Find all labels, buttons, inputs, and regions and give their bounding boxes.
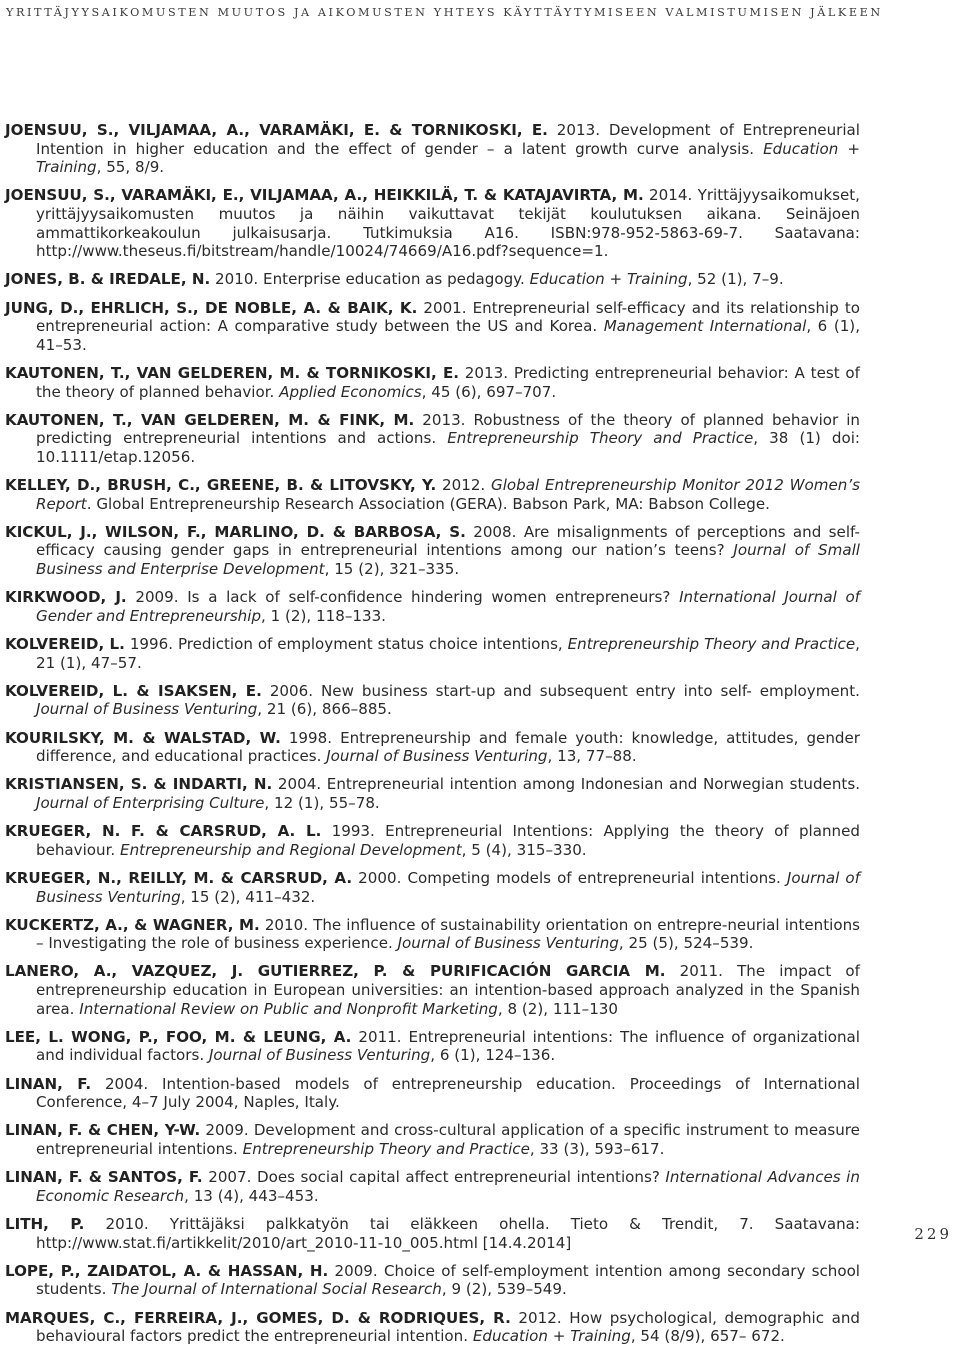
reference-entry [5,364,860,401]
reference-source: Journal of Business Venturing [36,700,258,719]
reference-title: Is a lack of self-confidence hindering women entrepreneurs? [187,588,671,607]
reference-title: Robustness of the theory of planned behavior in predicting entrepreneurial intentions and actions. [36,410,860,448]
reference-source: Journal of Enterprising Culture [36,793,265,812]
reference-year: 2004. [277,775,322,794]
reference-entry [5,411,860,467]
reference-details: , 52 (1), 7–9. [687,270,784,289]
reference-authors: KOURILSKY, M. & WALSTAD, W. [5,728,281,747]
reference-title: Competing models of entrepreneurial intentions. [407,868,781,887]
page-number: 229 [914,1225,952,1243]
reference-title: Entrepreneurial intentions: The influence of organizational and individual factors. [36,1027,860,1065]
reference-title: How psychological, demographic and behavioural factors predict the entrepreneurial intention. [36,1308,861,1346]
reference-source: Journal of Business Venturing [208,1046,431,1065]
reference-authors: LINAN, F. [5,1074,92,1093]
reference-details: , 15 (2), 321–335. [324,560,460,579]
reference-entry [5,916,860,953]
reference-authors: JUNG, D., EHRLICH, S., DE NOBLE, A. & BAIK, K. [5,298,418,317]
reference-entry [5,1168,860,1205]
reference-details: , 1 (2), 118–133. [261,606,386,625]
reference-details: , 38 (1) doi: 10.1111/etap.12056. [36,429,860,466]
reference-title: New business start-up and subsequent entry into self- employment. [321,681,860,700]
reference-authors: JOENSUU, S., VARAMÄKI, E., VILJAMAA, A., HEIKKILÄ, T. & KATAJAVIRTA, M. [5,186,644,205]
reference-source: The Journal of International Social Research [111,1280,442,1299]
reference-title: Choice of self-employment intention among secondary school students. [36,1261,860,1299]
reference-authors: KAUTONEN, T., VAN GELDEREN, M. & TORNIKOSKI, E. [5,363,459,382]
reference-source: Global Entrepreneurship Monitor 2012 Women’s Report [36,476,860,513]
reference-details: , 8 (2), 111–130 [497,999,619,1018]
reference-entry [5,270,860,289]
reference-entry [5,1215,860,1252]
reference-source: Journal of Business Venturing [397,934,619,953]
reference-year: 2010. [105,1214,149,1233]
reference-year: 2009. [334,1261,378,1280]
reference-details: , 21 (1), 47–57. [36,635,860,672]
reference-title: Enterprise education as pedagogy. [263,270,525,289]
reference-year: 2013. [422,410,466,429]
reference-authors: KICKUL, J., WILSON, F., MARLINO, D. & BARBOSA, S. [5,522,466,541]
reference-authors: KELLEY, D., BRUSH, C., GREENE, B. & LITOVSKY, Y. [5,476,437,495]
reference-source: International Journal of Gender and Entrepreneurship [36,588,860,625]
reference-title: The impact of entrepreneurship education in European universities: an intention-based approach analyzed in the Spanish area. [36,962,860,1018]
reference-details: , 45 (6), 697–707. [421,382,557,401]
reference-year: 2007. [208,1168,252,1187]
reference-year: 2010. [264,915,309,934]
reference-year: 2012. [442,476,486,495]
reference-authors: KUCKERTZ, A., & WAGNER, M. [5,915,260,934]
reference-title: The influence of sustainability orientation on entrepre-neurial intentions – Investigating the role of business experience. [36,915,860,953]
reference-entry [5,962,860,1018]
reference-year: 2013. [556,121,601,139]
reference-title: Yrittäjyysaikomukset, yrittäjyysaikomusten muutos ja näihin vaikuttavat tekijät koulutuksen aikana. Seinäjoen ammattikorkeakoulun julkaisusarja. Tutkimuksia A16. ISBN:978-952-5863-69-7. Saatavana: http://www.theseus.fi/bitstream/handle/10024/74669/A16.pdf?sequence=1. [36,186,860,261]
reference-source: Entrepreneurship Theory and Practice [567,635,856,653]
reference-authors: LOPE, P., ZAIDATOL, A. & HASSAN, H. [5,1261,329,1280]
reference-details: , 6 (1), 41–53. [36,317,860,354]
reference-entry [5,1309,860,1346]
reference-title: Entrepreneurial intention among Indonesian and Norwegian students. [326,775,860,794]
reference-details: , 9 (2), 539–549. [441,1280,567,1299]
reference-year: 2006. [269,681,314,700]
reference-source: Entrepreneurship Theory and Practice [242,1140,530,1158]
reference-details: , 25 (5), 524–539. [618,934,754,953]
reference-title: Development of Entrepreneurial Intention in higher education and the effect of gender – a latent growth curve analysis. [36,121,860,158]
reference-year: 2011. [358,1027,402,1046]
reference-authors: MARQUES, C., FERREIRA, J., GOMES, D. & RODRIQUES, R. [5,1308,511,1327]
reference-year: 2014. [649,186,693,205]
reference-details: , 54 (8/9), 657– 672. [630,1327,785,1346]
reference-title: Intention-based models of entrepreneurship education. Proceedings of International Conference, 4–7 July 2004, Naples, Italy. [36,1074,860,1112]
reference-authors: LINAN, F. & SANTOS, F. [5,1168,203,1187]
reference-entry [5,682,860,719]
reference-authors: KIRKWOOD, J. [5,588,127,607]
reference-details: , 21 (6), 866–885. [257,700,392,719]
reference-title: Development and cross-cultural application of a specific instrument to measure entrepreneurial intentions. [36,1121,860,1158]
reference-details: , 13, 77–88. [547,747,637,766]
reference-entry [5,822,860,859]
reference-authors: KOLVEREID, L. & ISAKSEN, E. [5,681,262,700]
reference-year: 2010. [215,270,259,289]
reference-year: 2008. [473,522,517,541]
reference-source: International Advances in Economic Research [36,1168,860,1205]
reference-entry [5,476,860,513]
reference-authors: LINAN, F. & CHEN, Y-W. [5,1121,201,1140]
reference-source: Journal of Small Business and Enterprise Development [36,541,860,579]
reference-source: Education + Training [36,139,860,177]
reference-entry [5,729,860,766]
reference-authors: LEE, L. WONG, P., FOO, M. & LEUNG, A. [5,1027,352,1046]
reference-title: Entrepreneurship and female youth: knowledge, attitudes, gender difference, and educational practices. [36,728,860,766]
reference-entry [5,1121,860,1158]
reference-list [5,121,860,1355]
reference-details: . Global Entrepreneurship Research Association (GERA). Babson Park, MA: Babson College. [86,494,770,513]
reference-details: , 12 (1), 55–78. [264,793,380,812]
reference-title: Entrepreneurial self-efficacy and its relationship to entrepreneurial action: A comparative study between the US and Korea. [36,298,860,336]
reference-details: , 15 (2), 411–432. [180,887,316,906]
reference-year: 1996. [129,635,174,653]
reference-source: Entrepreneurship Theory and Practice [447,429,754,448]
running-head: YRITTÄJYYSAIKOMUSTEN MUUTOS JA AIKOMUSTEN YHTEYS KÄYTTÄYTYMISEEN VALMISTUMISEN JÄLKEEN [6,6,883,19]
reference-authors: KAUTONEN, T., VAN GELDEREN, M. & FINK, M. [5,410,415,429]
reference-year: 2009. [205,1121,249,1140]
reference-title: Yrittäjäksi palkkatyön tai eläkkeen ohella. Tieto & Trendit, 7. Saatavana: http://www.stat.fi/artikkelit/2010/art_2010-11-10_005.html [14.4.2014] [36,1214,860,1252]
reference-year: 2013. [464,363,509,382]
reference-entry [5,186,860,260]
reference-entry [5,121,860,177]
reference-authors: JOENSUU, S., VILJAMAA, A., VARAMÄKI, E. & TORNIKOSKI, E. [5,121,548,139]
reference-details: , 33 (3), 593–617. [529,1140,665,1158]
reference-title: Does social capital affect entrepreneurial intentions? [256,1168,660,1187]
reference-source: Journal of Business Venturing [36,868,860,906]
reference-year: 2012. [518,1308,562,1327]
reference-year: 2000. [358,868,402,887]
reference-entry [5,869,860,906]
reference-entry [5,775,860,812]
reference-authors: KOLVEREID, L. [5,635,125,653]
reference-title: Are misalignments of perceptions and self-efficacy causing gender gaps in entrepreneurial intentions among our nation’s teens? [36,522,860,560]
reference-details: , 13 (4), 443–453. [184,1186,319,1205]
reference-entry [5,588,860,625]
reference-authors: KRUEGER, N. F. & CARSRUD, A. L. [5,822,322,841]
reference-year: 2004. [104,1074,149,1093]
reference-year: 2009. [135,588,179,607]
reference-details: , 6 (1), 124–136. [430,1046,556,1065]
reference-source: International Review on Public and Nonprofit Marketing [79,999,498,1018]
reference-entry [5,1028,860,1065]
reference-year: 1993. [331,822,375,841]
reference-authors: JONES, B. & IREDALE, N. [5,270,211,289]
reference-source: Entrepreneurship and Regional Development [120,840,462,859]
reference-entry [5,523,860,579]
reference-title: Prediction of employment status choice intentions, [177,635,563,653]
reference-authors: LANERO, A., VAZQUEZ, J. GUTIERREZ, P. & PURIFICACIÓN GARCIA M. [5,962,666,981]
reference-authors: LITH, P. [5,1214,85,1233]
reference-title: Predicting entrepreneurial behavior: A test of the theory of planned behavior. [36,363,860,401]
reference-year: 2001. [423,298,467,317]
reference-source: Applied Economics [279,382,422,401]
reference-authors: KRUEGER, N., REILLY, M. & CARSRUD, A. [5,868,353,887]
reference-authors: KRISTIANSEN, S. & INDARTI, N. [5,775,273,794]
reference-year: 2011. [679,962,723,981]
reference-source: Management International [603,317,807,336]
reference-entry [5,1262,860,1299]
reference-year: 1998. [288,728,333,747]
reference-details: , 55, 8/9. [96,158,165,177]
reference-source: Education + Training [472,1327,631,1346]
reference-details: , 5 (4), 315–330. [461,840,587,859]
reference-source: Journal of Business Venturing [326,747,548,766]
reference-entry [5,299,860,355]
reference-entry [5,1075,860,1112]
reference-title: Entrepreneurial Intentions: Applying the theory of planned behaviour. [36,822,860,859]
reference-source: Education + Training [529,270,688,289]
reference-entry [5,635,860,672]
